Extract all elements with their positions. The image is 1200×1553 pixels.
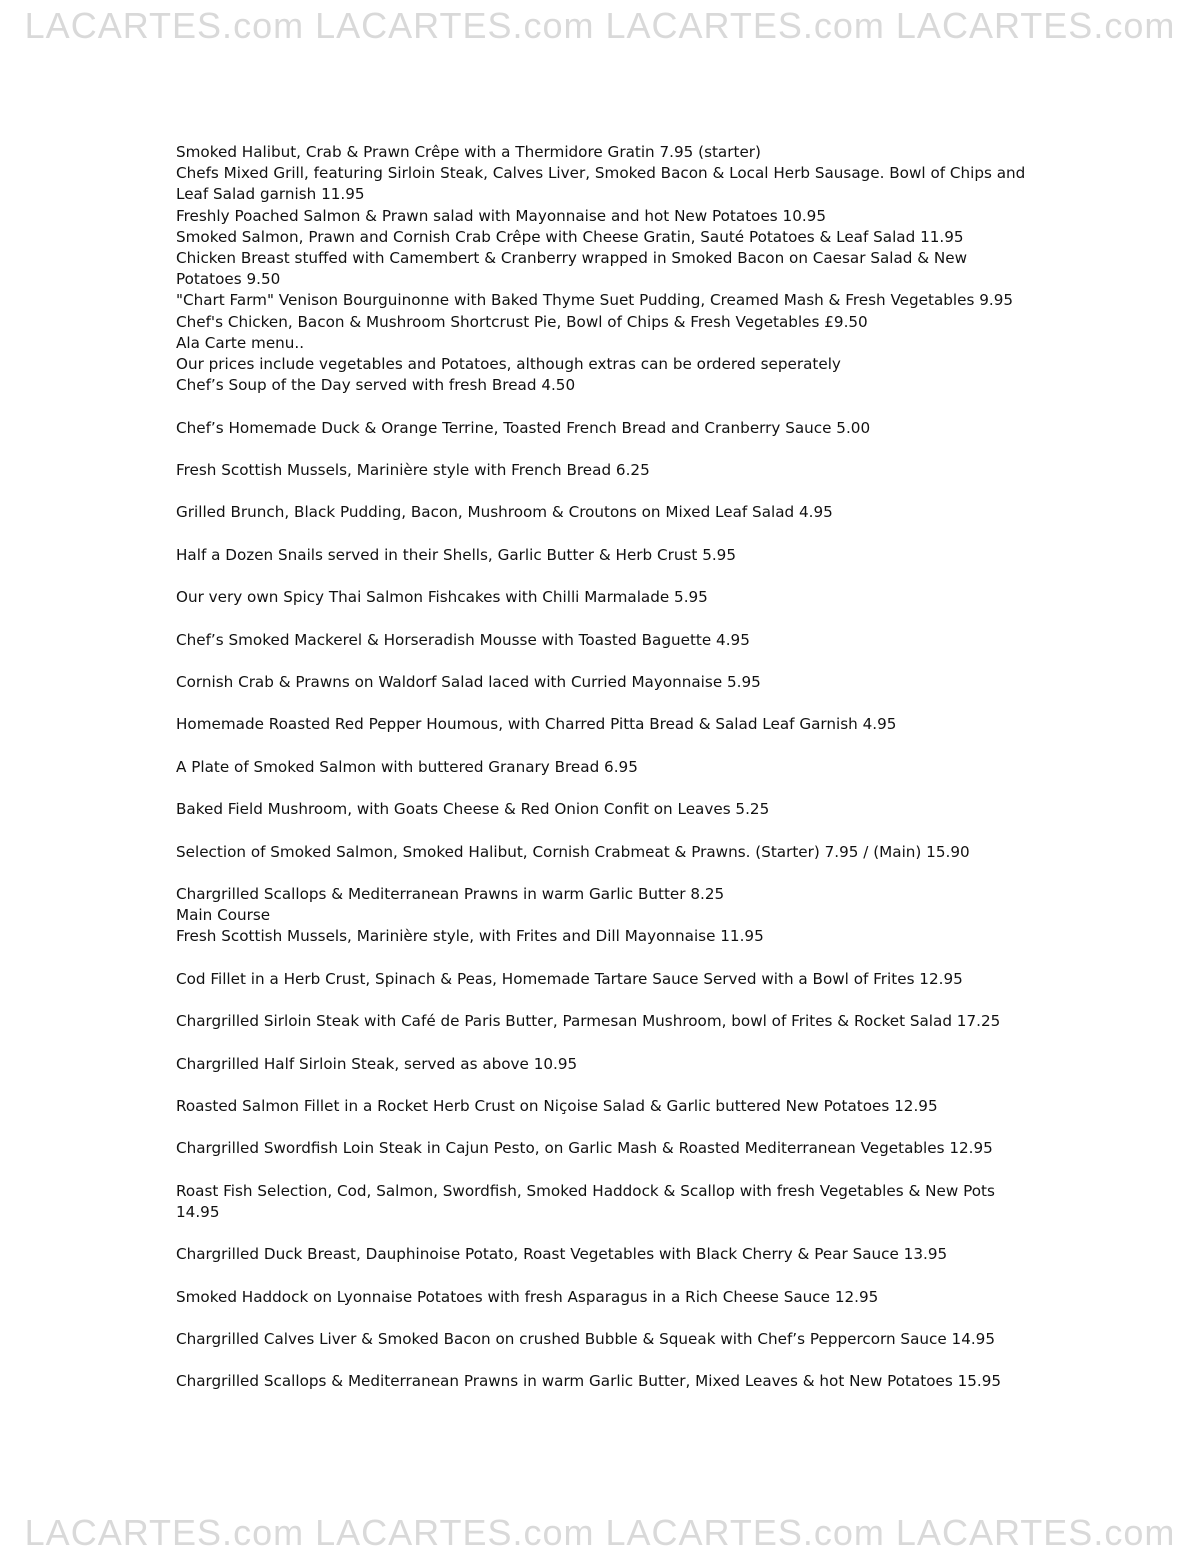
watermark-bottom: LACARTES.com LACARTES.com LACARTES.com LACARTES.com [24, 1512, 1176, 1553]
menu-line: Chargrilled Scallops & Mediterranean Prawns in warm Garlic Butter 8.25 [176, 884, 725, 903]
menu-line: Smoked Salmon, Prawn and Cornish Crab Crêpe with Cheese Gratin, Sauté Potatoes & Leaf Salad 11.95 [176, 227, 964, 246]
menu-line: Roasted Salmon Fillet in a Rocket Herb Crust on Niçoise Salad & Garlic buttered New Potatoes 12.95 [176, 1096, 938, 1115]
menu-line: "Chart Farm" Venison Bourguinonne with Baked Thyme Suet Pudding, Creamed Mash & Fresh Vegetables 9.95 [176, 291, 1014, 310]
menu-line: Chargrilled Scallops & Mediterranean Prawns in warm Garlic Butter, Mixed Leaves & hot New Potatoes 15.95 [176, 1372, 1002, 1391]
menu-line: Chargrilled Half Sirloin Steak, served as above 10.95 [176, 1054, 578, 1073]
menu-line: Smoked Haddock on Lyonnaise Potatoes with fresh Asparagus in a Rich Cheese Sauce 12.95 [176, 1287, 879, 1306]
menu-heading: Main Course [176, 906, 271, 925]
menu-line: A Plate of Smoked Salmon with buttered Granary Bread 6.95 [176, 757, 638, 776]
menu-line: Chargrilled Duck Breast, Dauphinoise Potato, Roast Vegetables with Black Cherry & Pear Sauce 13.95 [176, 1245, 948, 1264]
menu-line: Chargrilled Sirloin Steak with Café de Paris Butter, Parmesan Mushroom, bowl of Frites & Rocket Salad 17.25 [176, 1012, 1001, 1031]
menu-line: Our very own Spicy Thai Salmon Fishcakes with Chilli Marmalade 5.95 [176, 588, 708, 607]
menu-line: Fresh Scottish Mussels, Marinière style, with Frites and Dill Mayonnaise 11.95 [176, 927, 764, 946]
menu-line: Roast Fish Selection, Cod, Salmon, Swordfish, Smoked Haddock & Scallop with fresh Vegetables & New Pots 14.95 [176, 1181, 995, 1221]
menu-line: Chargrilled Calves Liver & Smoked Bacon on crushed Bubble & Squeak with Chef’s Peppercorn Sauce 14.95 [176, 1330, 996, 1349]
menu-line: Smoked Halibut, Crab & Prawn Crêpe with a Thermidore Gratin 7.95 (starter) [176, 143, 761, 161]
menu-line: Chef’s Smoked Mackerel & Horseradish Mousse with Toasted Baguette 4.95 [176, 630, 750, 649]
menu-line: Freshly Poached Salmon & Prawn salad with Mayonnaise and hot New Potatoes 10.95 [176, 206, 827, 225]
menu-line: Chicken Breast stuffed with Camembert & Cranberry wrapped in Smoked Bacon on Caesar Salad & New Potatoes 9.50 [176, 249, 968, 289]
menu-line: Cod Fillet in a Herb Crust, Spinach & Peas, Homemade Tartare Sauce Served with a Bowl of Frites 12.95 [176, 969, 963, 988]
menu-line: Chefs Mixed Grill, featuring Sirloin Steak, Calves Liver, Smoked Bacon & Local Herb Sausage. Bowl of Chips and Leaf Salad garnish 11.95 [176, 164, 1026, 204]
menu-line: Chef’s Homemade Duck & Orange Terrine, Toasted French Bread and Cranberry Sauce 5.00 [176, 418, 871, 437]
menu-line: Chargrilled Swordfish Loin Steak in Cajun Pesto, on Garlic Mash & Roasted Mediterranean Vegetables 12.95 [176, 1139, 993, 1158]
menu-heading: Ala Carte menu.. [176, 333, 305, 352]
watermark-top: LACARTES.com LACARTES.com LACARTES.com LACARTES.com [24, 5, 1176, 46]
menu-line: Chef’s Soup of the Day served with fresh Bread 4.50 [176, 376, 576, 395]
menu-note: Our prices include vegetables and Potatoes, although extras can be ordered seperately [176, 355, 841, 374]
menu-line: Grilled Brunch, Black Pudding, Bacon, Mushroom & Croutons on Mixed Leaf Salad 4.95 [176, 503, 833, 522]
menu-line: Fresh Scottish Mussels, Marinière style with French Bread 6.25 [176, 461, 650, 480]
menu-line: Cornish Crab & Prawns on Waldorf Salad laced with Curried Mayonnaise 5.95 [176, 672, 761, 691]
menu-line: Baked Field Mushroom, with Goats Cheese & Red Onion Confit on Leaves 5.25 [176, 800, 770, 819]
menu-line: Half a Dozen Snails served in their Shells, Garlic Butter & Herb Crust 5.95 [176, 545, 737, 564]
menu-line: Selection of Smoked Salmon, Smoked Halibut, Cornish Crabmeat & Prawns. (Starter) 7.95 / (Main) 15.90 [176, 842, 970, 861]
menu-text [176, 142, 1036, 1393]
menu-line: Homemade Roasted Red Pepper Houmous, with Charred Pitta Bread & Salad Leaf Garnish 4.95 [176, 715, 897, 734]
menu-line: Chef's Chicken, Bacon & Mushroom Shortcrust Pie, Bowl of Chips & Fresh Vegetables £9.50 [176, 312, 868, 331]
